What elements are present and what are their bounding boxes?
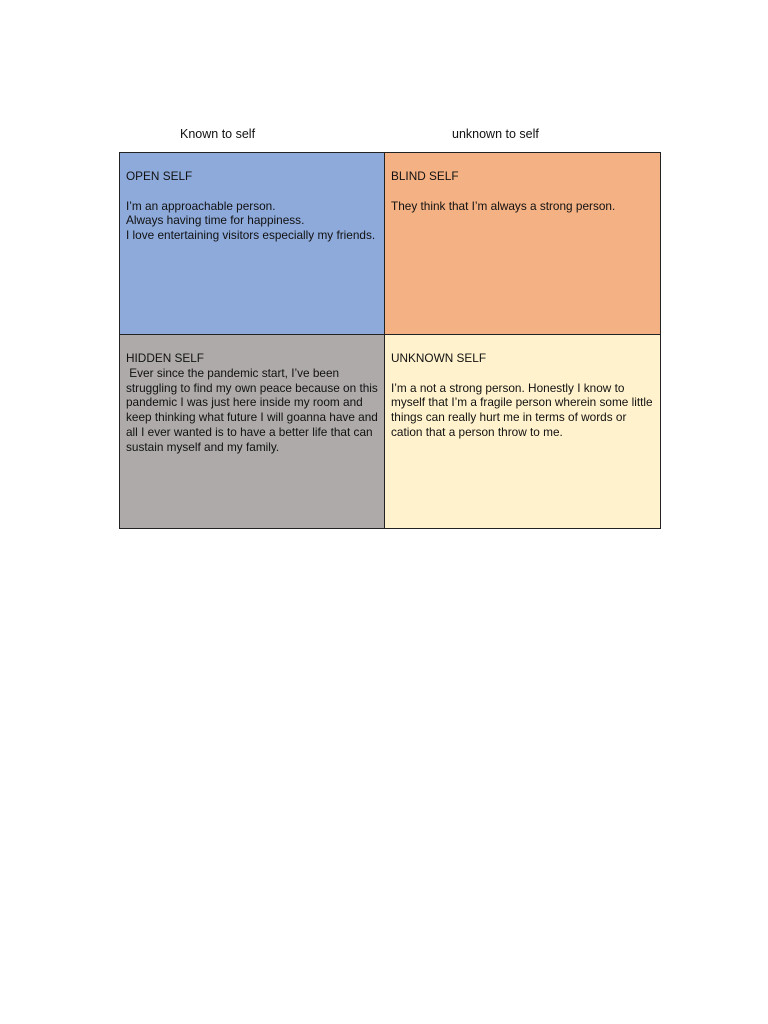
open-self-line: I’m an approachable person. [126,198,276,213]
johari-window-grid [119,152,661,529]
blind-self-line: They think that I’m always a strong person. [391,198,616,213]
open-self-quadrant [120,153,385,335]
blind-self-title: BLIND SELF [391,169,459,183]
blind-self-quadrant [385,153,660,335]
open-self-title: OPEN SELF [126,169,193,183]
unknown-self-title: UNKNOWN SELF [391,351,487,365]
hidden-self-title: HIDDEN SELF [126,351,205,365]
unknown-to-self-header: unknown to self [452,127,539,141]
open-self-line: Always having time for happiness. [126,213,305,228]
unknown-self-text: I’m a not a strong person. Honestly I know to myself that I’m a fragile person wherein some little things can really hurt me in terms of words or cation that a person throw to me. [391,380,653,439]
hidden-self-text: Ever since the pandemic start, I’ve been struggling to find my own peace because on this pandemic I was just here inside my room and keep thinking what future I will goanna have and all I ever wanted is to have a better life that can sustain myself and my family. [126,365,382,454]
open-self-line: I love entertaining visitors especially my friends. [126,228,376,243]
hidden-self-quadrant [120,335,385,528]
unknown-self-quadrant [385,335,660,528]
known-to-self-header: Known to self [180,127,256,141]
